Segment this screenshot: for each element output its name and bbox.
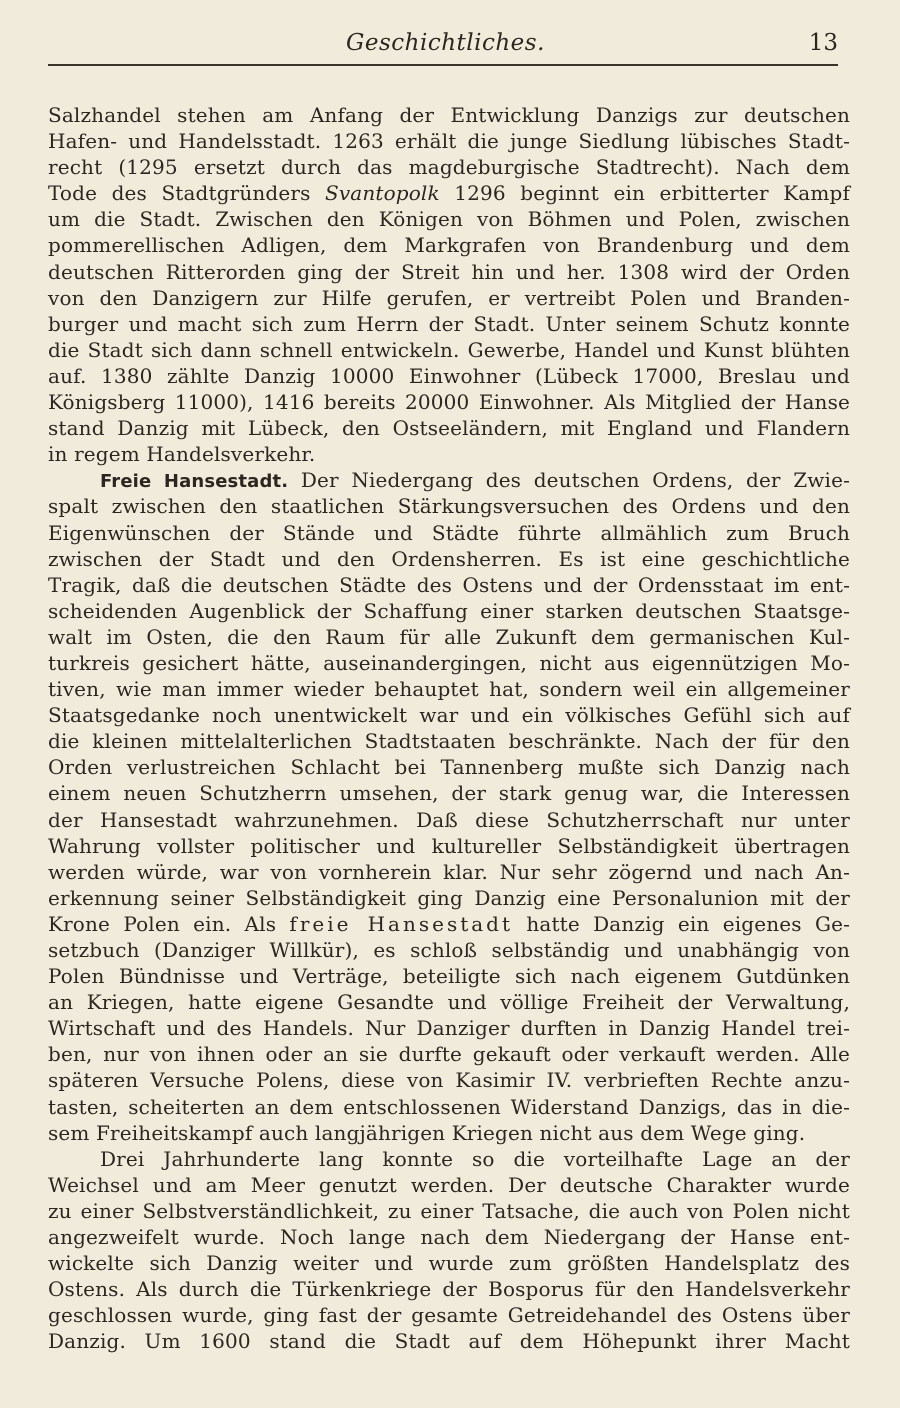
text-line: späteren Versuche Polens, diese von Kasimir IV. verbrieften Rechte anzu-	[48, 1068, 850, 1093]
text-segment: Der Niedergang des deutschen Ordens, der Zwie-	[288, 468, 850, 493]
text-line: von den Danzigern zur Hilfe gerufen, er vertreibt Polen und Branden-	[48, 285, 850, 310]
emphasis-freie-hansestadt: freie Hansestadt	[289, 911, 514, 936]
text-line: Orden verlustreichen Schlacht bei Tannenberg mußte sich Danzig nach	[48, 755, 850, 780]
text-line: auf. 1380 zählte Danzig 10000 Einwohner (Lübeck 17000, Breslau und	[48, 363, 850, 388]
text-line: spalt zwischen den staatlichen Stärkungsversuchen des Ordens und den	[48, 494, 850, 519]
text-line: die Stadt sich dann schnell entwickeln. Gewerbe, Handel und Kunst blühten	[48, 337, 850, 362]
text-line: setzbuch (Danziger Willkür), es schloß selbständig und unabhängig von	[48, 938, 850, 962]
text-line	[48, 911, 850, 937]
text-line: wickelte sich Danzig weiter und wurde zum größten Handelsplatz des	[48, 1251, 850, 1276]
text-line: Wahrung vollster politischer und kultureller Selbständigkeit übertragen	[48, 833, 850, 858]
text-line: turkreis gesichert hätte, auseinandergingen, nicht aus eigennützigen Mo-	[48, 650, 850, 675]
text-line: ben, nur von ihnen oder an sie durfte gekauft oder verkauft werden. Alle	[48, 1042, 850, 1067]
page-header	[48, 28, 838, 66]
text-line: einem neuen Schutzherrn umsehen, der stark genug war, die Interessen	[48, 781, 850, 806]
text-segment: 1296 beginnt ein erbitterter Kampf	[439, 181, 850, 206]
text-line: tiven, wie man immer wieder behauptet hat, sondern weil ein allgemeiner	[48, 677, 850, 702]
text-line: Königsberg 11000), 1416 bereits 20000 Einwohner. Als Mitglied der Hanse	[48, 390, 850, 415]
text-line: Eigenwünschen der Stände und Städte führte allmählich zum Bruch	[48, 520, 850, 545]
text-line: zu einer Selbstverständlichkeit, zu einer Tatsache, die auch von Polen nicht	[48, 1198, 850, 1223]
text-segment: Tode des Stadtgründers	[48, 181, 325, 206]
text-line	[48, 180, 850, 206]
text-line: Tragik, daß die deutschen Städte des Ostens und der Ordensstaat im ent-	[48, 572, 850, 597]
text-line: recht (1295 ersetzt durch das magdeburgische Stadtrecht). Nach dem	[48, 155, 850, 180]
text-line: Polen Bündnisse und Verträge, beteiligte sich nach eigenem Gutdünken	[48, 964, 850, 989]
section-heading: Freie Hansestadt.	[100, 471, 289, 493]
text-line: zwischen der Stadt und den Ordensherren. Es ist eine geschichtliche	[48, 546, 850, 571]
text-line: der Hansestadt wahrzunehmen. Daß diese Schutzherrschaft nur unter	[48, 807, 850, 832]
name-svantopolk: Svantopolk	[325, 181, 440, 206]
text-segment: hatte Danzig ein eigenes Ge-	[513, 911, 850, 936]
body-text	[48, 102, 850, 1355]
text-line: geschlossen wurde, ging fast der gesamte Getreidehandel des Ostens über	[48, 1303, 850, 1328]
text-line: Weichsel und am Meer genutzt werden. Der deutsche Charakter wurde	[48, 1172, 850, 1197]
text-line: burger und macht sich zum Herrn der Stadt. Unter seinem Schutz konnte	[48, 311, 850, 336]
text-line: Wirtschaft und des Handels. Nur Danziger durften in Danzig Handel trei-	[48, 1016, 850, 1041]
text-line: Drei Jahrhunderte lang konnte so die vorteilhafte Lage an der	[100, 1146, 850, 1171]
text-line: Ostens. Als durch die Türkenkriege der Bosporus für den Handelsverkehr	[48, 1277, 850, 1302]
text-line: walt im Osten, die den Raum für alle Zukunft dem germanischen Kul-	[48, 624, 850, 649]
text-line: Danzig. Um 1600 stand die Stadt auf dem Höhepunkt ihrer Macht	[48, 1329, 850, 1354]
page-number: 13	[808, 30, 838, 56]
running-title: Geschichtliches.	[346, 30, 545, 56]
text-line	[48, 467, 850, 493]
text-line: an Kriegen, hatte eigene Gesandte und völlige Freiheit der Verwaltung,	[48, 990, 850, 1015]
text-line: angezweifelt wurde. Noch lange nach dem Niedergang der Hanse ent-	[48, 1225, 850, 1250]
text-line: scheidenden Augenblick der Schaffung einer starken deutschen Staatsge-	[48, 598, 850, 623]
text-line: Staatsgedanke noch unentwickelt war und ein völkisches Gefühl sich auf	[48, 703, 850, 728]
text-line: sem Freiheitskampf auch langjährigen Kriegen nicht aus dem Wege ging.	[48, 1120, 806, 1145]
text-line: werden würde, war von vornherein klar. Nur sehr zögernd und nach An-	[48, 859, 850, 884]
text-line: stand Danzig mit Lübeck, den Ostseeländern, mit England und Flandern	[48, 416, 850, 441]
text-line: deutschen Ritterorden ging der Streit hin und her. 1308 wird der Orden	[48, 259, 850, 284]
text-line: pommerellischen Adligen, dem Markgrafen von Brandenburg und dem	[48, 233, 850, 258]
text-line: um die Stadt. Zwischen den Königen von Böhmen und Polen, zwischen	[48, 207, 850, 232]
text-line: Salzhandel stehen am Anfang der Entwicklung Danzigs zur deutschen	[48, 103, 850, 127]
text-line: die kleinen mittelalterlichen Stadtstaaten beschränkte. Nach der für den	[48, 729, 850, 754]
text-line: Hafen- und Handelsstadt. 1263 erhält die junge Siedlung lübisches Stadt-	[48, 129, 850, 154]
text-line: erkennung seiner Selbständigkeit ging Danzig eine Personalunion mit der	[48, 885, 850, 910]
text-line: tasten, scheiterten an dem entschlossenen Widerstand Danzigs, das in die-	[48, 1094, 850, 1119]
text-line: in regem Handelsverkehr.	[48, 442, 316, 467]
text-segment: Krone Polen ein. Als	[48, 911, 290, 936]
